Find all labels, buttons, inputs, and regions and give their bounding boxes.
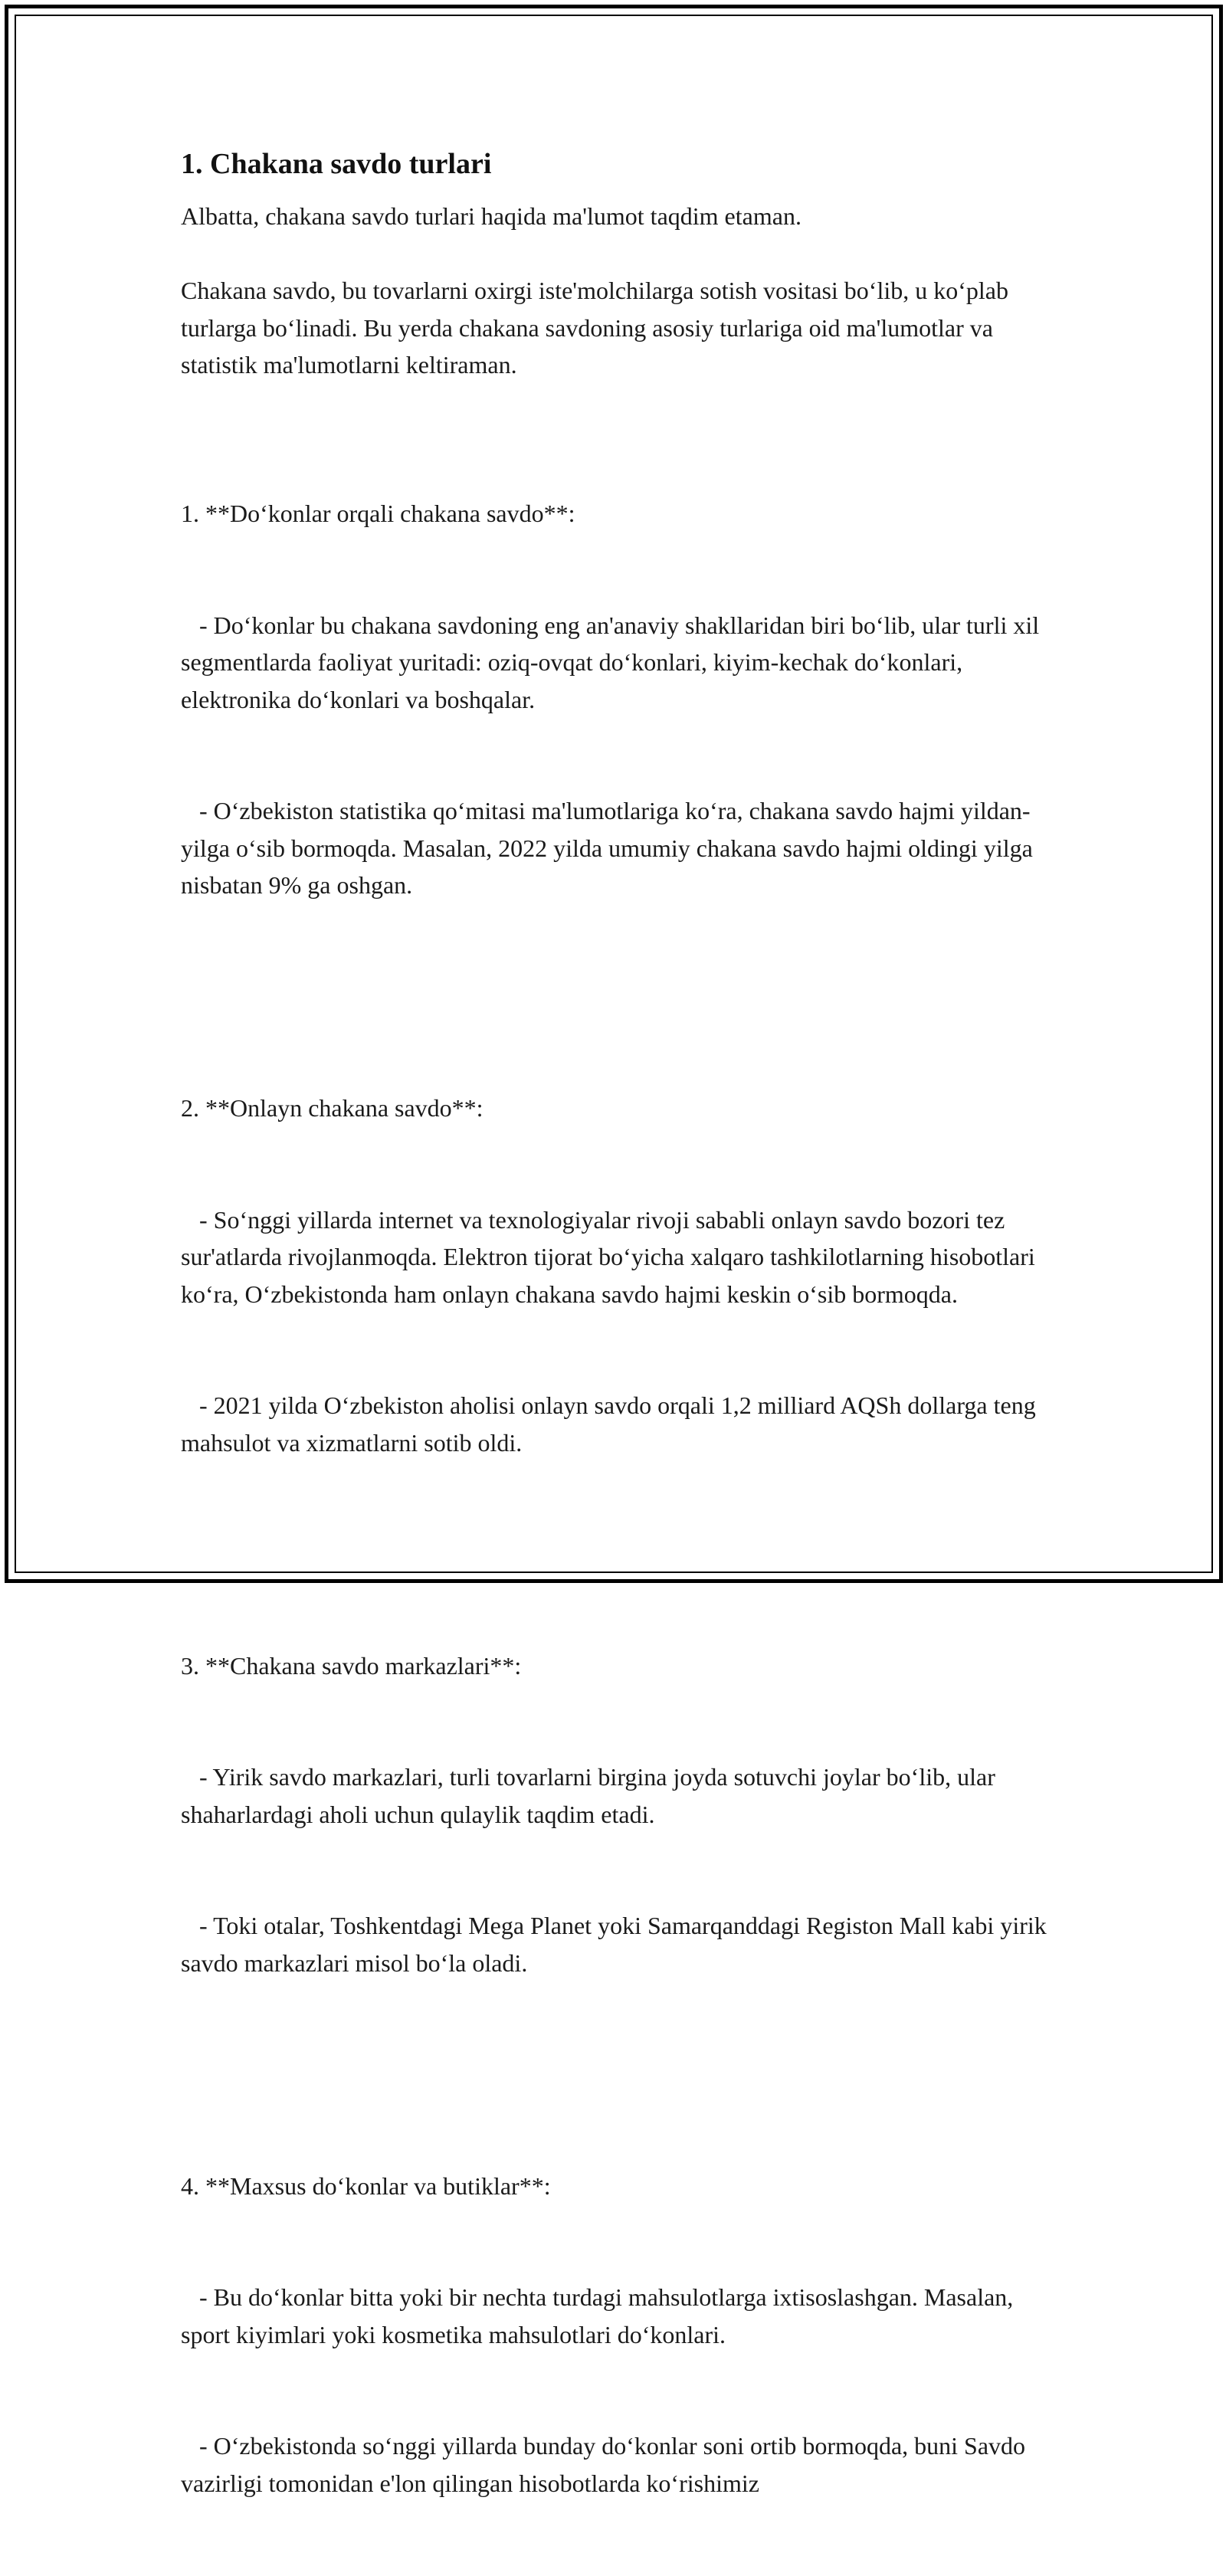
- section-title: 2. **Onlayn chakana savdo**:: [181, 1090, 1054, 1127]
- section-bullet: - Bu do‘konlar bitta yoki bir nechta turdagi mahsulotlarga ixtisoslashgan. Masalan, sport kiyimlari yoki kosmetika mahsulotlari do‘konlari.: [181, 2279, 1054, 2353]
- section-title: 1. **Do‘konlar orqali chakana savdo**:: [181, 495, 1054, 533]
- document-heading: 1. Chakana savdo turlari: [181, 147, 1054, 181]
- section-bullet: - 2021 yilda O‘zbekiston aholisi onlayn savdo orqali 1,2 milliard AQSh dollarga teng mahsulot va xizmatlarni sotib oldi.: [181, 1387, 1054, 1461]
- section-bullet: - Toki otalar, Toshkentdagi Mega Planet yoki Samarqanddagi Registon Mall kabi yirik savdo markazlari misol bo‘la oladi.: [181, 1907, 1054, 1981]
- section-title: 4. **Maxsus do‘konlar va butiklar**:: [181, 2168, 1054, 2205]
- section-stores: [181, 421, 1054, 978]
- section-bullet: - Do‘konlar bu chakana savdoning eng an'anaviy shakllaridan biri bo‘lib, ular turli xil segmentlarda faoliyat yuritadi: oziq-ovqat do‘konlari, kiyim-kechak do‘konlari, elektronika do‘konlari va boshqalar.: [181, 607, 1054, 719]
- section-bullet: - So‘nggi yillarda internet va texnologiyalar rivoji sababli onlayn savdo bozori tez sur'atlarda rivojlanmoqda. Elektron tijorat bo‘yicha xalqaro tashkilotlarning hisobotlari ko‘ra, O‘zbekistonda ham onlayn chakana savdo hajmi keskin o‘sib bormoqda.: [181, 1201, 1054, 1313]
- document-body: [181, 147, 1054, 2576]
- section-malls: [181, 1573, 1054, 2057]
- section-bullet: - Yirik savdo markazlari, turli tovarlarni birgina joyda sotuvchi joylar bo‘lib, ular shaharlardagi aholi uchun qulaylik taqdim etadi.: [181, 1758, 1054, 1833]
- overview-paragraph: Chakana savdo, bu tovarlarni oxirgi iste'molchilarga sotish vositasi bo‘lib, u ko‘plab turlarga bo‘linadi. Bu yerda chakana savdoning asosiy turlariga oid ma'lumotlar va statistik ma'lumotlarni keltiraman.: [181, 272, 1054, 384]
- section-title: 3. **Chakana savdo markazlari**:: [181, 1647, 1054, 1685]
- section-online: [181, 1015, 1054, 1535]
- intro-paragraph: Albatta, chakana savdo turlari haqida ma'lumot taqdim etaman.: [181, 198, 1054, 235]
- section-bullet: - O‘zbekiston statistika qo‘mitasi ma'lumotlariga ko‘ra, chakana savdo hajmi yildan-yilga o‘sib bormoqda. Masalan, 2022 yilda umumiy chakana savdo hajmi oldingi yilga nisbatan 9% ga oshgan.: [181, 792, 1054, 904]
- section-bullet: - O‘zbekistonda so‘nggi yillarda bunday do‘konlar soni ortib bormoqda, buni Savdo vazirligi tomonidan e'lon qilingan hisobotlarda ko‘rishimiz: [181, 2427, 1054, 2502]
- section-boutiques: [181, 2093, 1054, 2576]
